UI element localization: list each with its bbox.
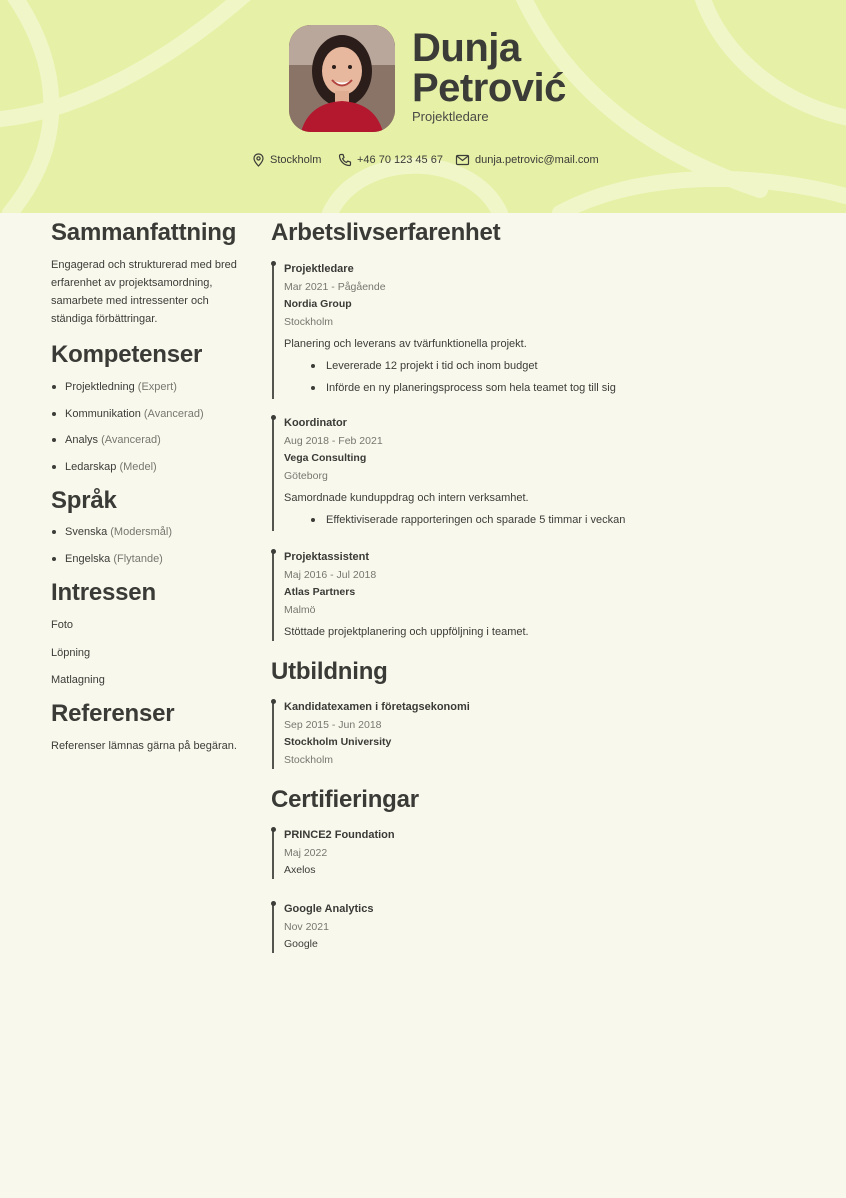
timeline-dot <box>271 901 276 906</box>
job-location: Malmö <box>284 604 316 616</box>
certification-entry <box>271 827 811 879</box>
timeline-line <box>272 552 274 641</box>
education-entry <box>271 699 811 769</box>
job-title: Projektledare <box>412 109 489 124</box>
contact-email-address: dunja.petrovic@mail.com <box>475 154 599 166</box>
certification-name: PRINCE2 Foundation <box>284 829 395 841</box>
skill-name: Analys <box>65 434 99 446</box>
job-title: Projektledare <box>284 263 354 275</box>
last-name: Petrović <box>412 66 566 110</box>
timeline-dot <box>271 827 276 832</box>
certification-issuer: Google <box>284 938 318 950</box>
achievements-list <box>284 355 811 399</box>
skill-item <box>51 405 251 432</box>
interest-item: Foto <box>51 619 74 631</box>
certification-name: Google Analytics <box>284 903 374 915</box>
skills-heading: Kompetenser <box>51 341 203 368</box>
job-title: Koordinator <box>284 417 347 429</box>
language-item <box>51 523 251 550</box>
experience-entry <box>271 261 811 399</box>
school-name: Stockholm University <box>284 736 392 748</box>
skill-item <box>51 431 251 458</box>
location-pin-icon <box>252 153 265 167</box>
certifications-section <box>271 785 811 953</box>
job-location: Göteborg <box>284 470 328 482</box>
contact-location <box>252 153 321 167</box>
timeline-line <box>272 830 274 879</box>
experience-section <box>271 218 811 641</box>
language-level: (Flytande) <box>113 552 163 565</box>
timeline-line <box>272 264 274 399</box>
company-name: Vega Consulting <box>284 452 367 464</box>
timeline-line <box>272 904 274 953</box>
references-heading: Referenser <box>51 699 175 727</box>
job-title: Projektassistent <box>284 551 369 563</box>
skill-name: Projektledning <box>65 381 135 393</box>
timeline-dot <box>271 415 276 420</box>
skill-item <box>51 458 251 485</box>
experience-entry <box>271 415 811 531</box>
company-name: Atlas Partners <box>284 586 356 598</box>
skill-name: Ledarskap <box>65 460 117 473</box>
achievement-item: Levererade 12 projekt i tid och inom budget <box>284 355 811 377</box>
interests-section <box>51 578 251 699</box>
job-description: Stöttade projektplanering och uppföljning i teamet. <box>284 626 529 638</box>
education-heading: Utbildning <box>271 658 388 685</box>
interest-item: Matlagning <box>51 674 105 686</box>
language-name: Engelska <box>65 552 111 565</box>
references-text: Referenser lämnas gärna på begäran. <box>51 739 237 752</box>
interest-item: Löpning <box>51 646 91 659</box>
experience-heading: Arbetslivserfarenhet <box>271 219 501 246</box>
job-dates: Mar 2021 - Pågående <box>284 281 386 293</box>
language-level: (Modersmål) <box>110 526 172 538</box>
languages-list <box>51 523 251 576</box>
skill-level: (Medel) <box>119 460 157 473</box>
interests-heading: Intressen <box>51 579 156 606</box>
languages-heading: Språk <box>51 487 117 514</box>
sidebar <box>51 218 251 755</box>
full-name <box>412 28 566 108</box>
timeline-dot <box>271 261 276 266</box>
skill-level: (Avancerad) <box>101 434 161 446</box>
company-name: Nordia Group <box>284 298 352 310</box>
contact-email[interactable] <box>455 153 599 167</box>
school-location: Stockholm <box>284 754 334 766</box>
skill-name: Kommunikation <box>65 407 141 420</box>
contact-phone[interactable] <box>338 153 443 167</box>
portrait-image <box>289 25 395 132</box>
language-item <box>51 550 251 577</box>
contact-bar <box>0 153 846 171</box>
contact-phone-number: +46 70 123 45 67 <box>357 154 443 166</box>
certification-date: Nov 2021 <box>284 921 329 933</box>
languages-section <box>51 486 251 576</box>
skills-section <box>51 340 251 484</box>
job-location: Stockholm <box>284 316 334 328</box>
education-section <box>271 657 811 769</box>
first-name: Dunja <box>412 26 521 70</box>
job-description: Samordnade kunduppdrag och intern verksamhet. <box>284 492 529 504</box>
achievement-item: Effektiviserade rapporteringen och sparade 5 timmar i veckan <box>284 509 811 531</box>
mail-icon <box>455 153 470 167</box>
timeline-line <box>272 418 274 531</box>
header-banner <box>0 0 846 213</box>
timeline-dot <box>271 699 276 704</box>
job-dates: Aug 2018 - Feb 2021 <box>284 435 383 447</box>
certification-date: Maj 2022 <box>284 847 328 859</box>
timeline-dot <box>271 549 276 554</box>
timeline-line <box>272 702 274 769</box>
references-section <box>51 699 251 755</box>
skills-list <box>51 378 251 484</box>
contact-city: Stockholm <box>270 154 322 166</box>
phone-icon <box>338 153 352 167</box>
interests-list <box>51 616 251 699</box>
certification-issuer: Axelos <box>284 864 316 876</box>
achievements-list <box>284 509 811 531</box>
degree-name: Kandidatexamen i företagsekonomi <box>284 701 470 713</box>
language-name: Svenska <box>65 526 108 538</box>
main-content <box>271 218 811 953</box>
summary-section <box>51 218 251 328</box>
certification-entry <box>271 901 811 953</box>
experience-entry <box>271 549 811 641</box>
profile-photo <box>289 25 395 132</box>
summary-heading: Sammanfattning <box>51 219 237 246</box>
skill-level: (Avancerad) <box>143 407 204 420</box>
summary-text: Engagerad och strukturerad med bred erfarenhet av projektsamordning, samarbete med intressenter och ständiga förbättringar. <box>51 259 237 325</box>
skill-level: (Expert) <box>137 381 177 393</box>
job-description: Planering och leverans av tvärfunktionella projekt. <box>284 338 527 350</box>
achievement-item: Införde en ny planeringsprocess som hela teamet tog till sig <box>284 377 811 399</box>
certifications-heading: Certifieringar <box>271 786 419 813</box>
job-dates: Maj 2016 - Jul 2018 <box>284 569 377 581</box>
education-dates: Sep 2015 - Jun 2018 <box>284 719 382 731</box>
skill-item <box>51 378 251 405</box>
